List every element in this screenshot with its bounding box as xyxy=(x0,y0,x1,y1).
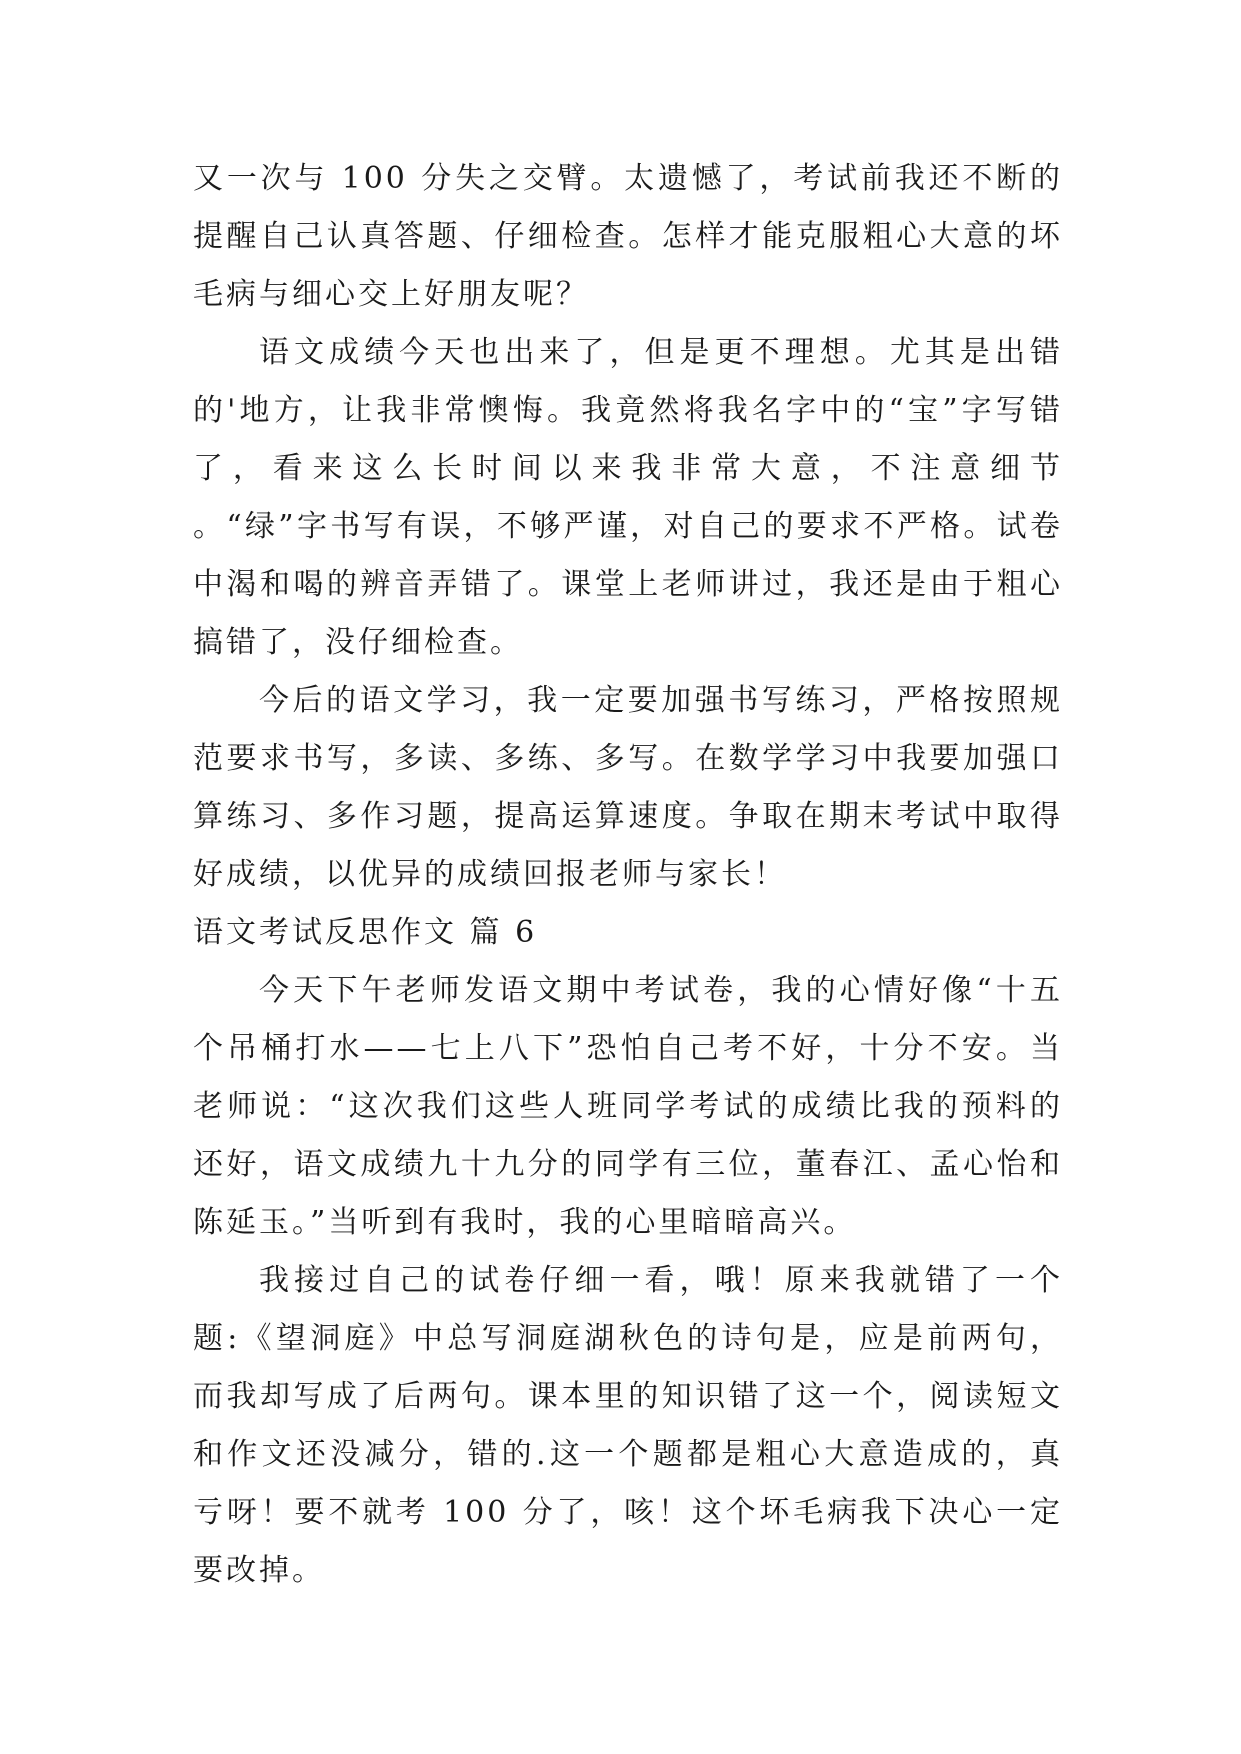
paragraph-4: 今天下午老师发语文期中考试卷，我的心情好像“十五个吊桶打水——七上八下”恐怕自己考不好，十分不安。当老师说：“这次我们这些人班同学考试的成绩比我的预料的还好，语文成绩九十九分的同学有三位，董春江、孟心怡和陈延玉。”当听到有我时，我的心里暗暗高兴。 xyxy=(193,973,1063,1240)
paragraph-1: 又一次与 100 分失之交臂。太遗憾了，考试前我还不断的提醒自己认真答题、仔细检查。怎样才能克服粗心大意的坏毛病与细心交上好朋友呢？ xyxy=(193,161,1063,312)
essay-heading: 语文考试反思作文 篇 6 xyxy=(193,915,538,950)
paragraph-2: 语文成绩今天也出来了，但是更不理想。尤其是出错的'地方，让我非常懊悔。我竟然将我名字中的“宝”字写错了，看来这么长时间以来我非常大意，不注意细节 。“绿”字书写有误，不够严谨，对自己的要求不严格。试卷中渴和喝的辨音弄错了。课堂上老师讲过，我还是由于粗心搞错了，没仔细检查。 xyxy=(193,335,1063,660)
essay-body xyxy=(193,150,1063,1600)
paragraph-3: 今后的语文学习，我一定要加强书写练习，严格按照规范要求书写，多读、多练、多写。在数学学习中我要加强口算练习、多作习题，提高运算速度。争取在期末考试中取得好成绩，以优异的成绩回报老师与家长！ xyxy=(193,683,1063,892)
paragraph-5: 我接过自己的试卷仔细一看，哦！原来我就错了一个题:《望洞庭》中总写洞庭湖秋色的诗句是，应是前两句，而我却写成了后两句。课本里的知识错了这一个，阅读短文和作文还没减分，错的.这一个题都是粗心大意造成的，真亏呀！要不就考 100 分了，咳！这个坏毛病我下决心一定要改掉。 xyxy=(193,1263,1063,1588)
